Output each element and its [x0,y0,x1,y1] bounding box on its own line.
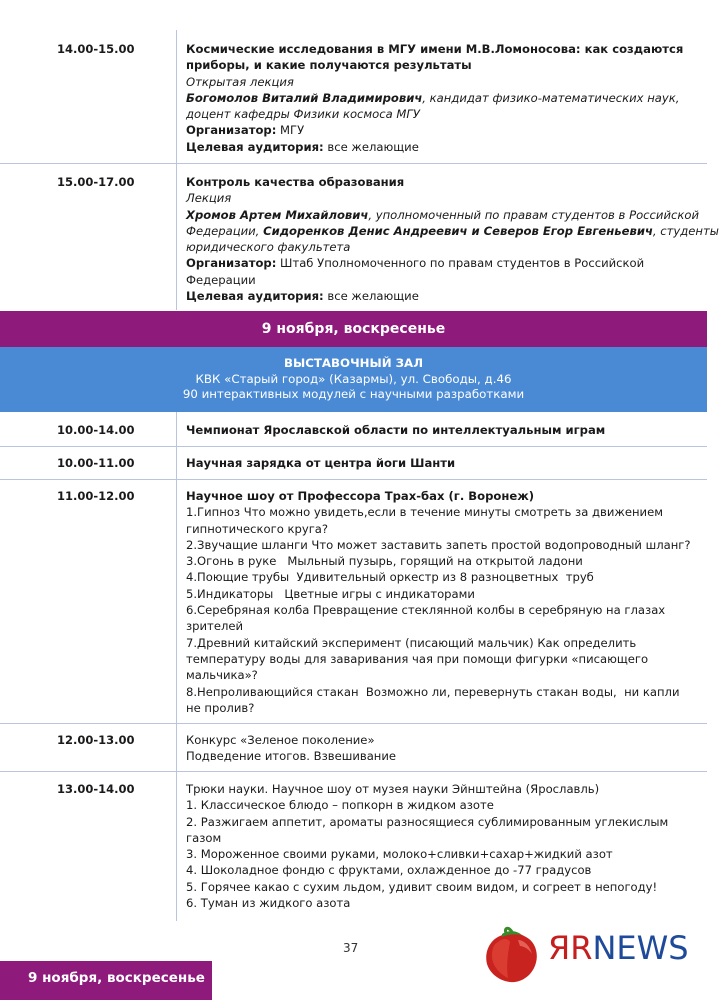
session-time: 14.00-15.00 [57,42,135,56]
description-line [186,488,666,504]
column-divider [176,30,177,163]
pepper-icon [478,926,548,984]
text-run: Подведение итогов. Взвешивание [186,749,397,764]
text-run: Целевая аудитория: [186,139,324,154]
text-run: зрителей [186,619,244,634]
text-run: 8.Непроливающийся стакан Возможно ли, перевернуть стакан воды, ни капли [186,684,680,699]
program-row [0,30,707,164]
text-run: Целевая аудитория: [186,289,324,304]
text-run: температуру воды для заваривания чая при помощи фигурки «писающего [186,651,649,666]
description-line [186,272,666,288]
session-description [186,422,666,438]
text-run: Организатор: [186,256,277,271]
text-run: 5. Горячее какао с сухим льдом, удивит своим видом, и согреет в непогоду! [186,879,658,894]
text-run: 7.Древний китайский эксперимент (писающий мальчик) Как определить [186,635,637,650]
description-line [186,862,666,878]
logo-text [548,929,689,967]
description-line [186,504,666,520]
program-row [0,412,707,447]
column-divider [176,446,177,479]
text-run: Открытая лекция [186,74,294,89]
text-run: Организатор: [186,123,277,138]
text-run: Богомолов Виталий Владимирович [186,90,423,105]
description-line [186,41,684,57]
description-line [186,684,680,700]
text-run: Федерации, [186,223,264,238]
text-run: Сидоренков Денис Андреевич и Северов Егор Евгеньевич [263,223,653,238]
session-description [186,174,719,304]
text-run: 5.Индикаторы Цветные игры с индикаторами [186,586,475,601]
column-divider [176,479,177,723]
text-run: Научная зарядка от центра йоги Шанти [186,456,456,470]
description-line [186,255,666,271]
text-run: Штаб Уполномоченного по правам студентов в Российской [276,256,645,271]
description-line [186,239,666,255]
description-line [186,602,666,618]
session-description [186,781,669,911]
text-run: гипнотического круга? [186,521,329,536]
text-run: Федерации [186,272,256,287]
program-row [0,446,707,480]
column-divider [176,723,177,771]
text-run: 1.Гипноз Что можно увидеть,если в течение минуты смотреть за движением [186,505,663,520]
session-time: 13.00-14.00 [57,782,135,796]
yarnews-logo [478,926,689,984]
day-header: 9 ноября, воскресенье [0,311,707,347]
description-line [186,223,719,239]
text-run: не пролив? [186,700,255,715]
description-line [186,74,666,90]
text-run: мальчика»? [186,668,258,683]
text-run: газом [186,830,222,845]
description-line [186,569,666,585]
text-run: МГУ [276,123,305,138]
text-run: все желающие [323,139,419,154]
session-time: 10.00-14.00 [57,423,135,437]
description-line [186,781,666,797]
text-run: Лекция [186,191,232,206]
session-description [186,455,666,471]
session-description [186,488,691,716]
logo-text-part2: NEWS [592,929,689,967]
text-run: 3.Огонь в руке Мыльный пузырь, горящий на открытой ладони [186,554,583,569]
text-run: Научное шоу от Профессора Трах-бах (г. Воронеж) [186,489,535,503]
description-line [186,57,666,73]
hall-address: КВК «Старый город» (Казармы), ул. Свободы, д.46 [195,371,512,386]
text-run: , уполномоченный по правам студентов в Российской [368,207,699,222]
page-number: 37 [343,941,359,955]
description-line [186,651,666,667]
text-run: 2.Звучащие шланги Что может заставить запеть простой водопроводный шланг? [186,537,691,552]
description-line [186,732,666,748]
logo-text-part1: ЯR [548,929,593,967]
description-line [186,207,699,223]
program-row [0,479,707,724]
description-line [186,521,666,537]
description-line [186,190,666,206]
description-line [186,174,666,190]
session-time: 11.00-12.00 [57,489,135,503]
description-line [186,748,666,764]
column-divider [176,412,177,446]
text-run: 4.Поющие трубы Удивительный оркестр из 8 разноцветных труб [186,570,594,585]
session-time: 12.00-13.00 [57,733,135,747]
description-line [186,537,691,553]
text-run: юридического факультета [186,240,351,255]
program-row [0,771,707,921]
hall-note: 90 интерактивных модулей с научными разработками [182,387,525,401]
hall-title: ВЫСТАВОЧНЫЙ ЗАЛ [284,356,423,370]
description-line [186,455,666,471]
column-divider [176,771,177,921]
text-run: 1. Классическое блюдо – попкорн в жидком азоте [186,798,494,813]
text-run: 6.Серебряная колба Превращение стеклянной колбы в серебряную на глазах [186,603,666,618]
program-row [0,163,719,310]
description-line [186,895,666,911]
text-run: Чемпионат Ярославской области по интеллектуальным играм [186,423,606,437]
description-line [186,553,666,569]
description-line [186,635,666,651]
description-line [186,139,666,155]
text-run: Хромов Артем Михайлович [186,207,369,222]
description-line [186,846,666,862]
session-time: 15.00-17.00 [57,175,135,189]
session-time: 10.00-11.00 [57,456,135,470]
footer-day-tab: 9 ноября, воскресенье [0,961,212,1000]
description-line [186,700,666,716]
text-run: Космические исследования в МГУ имени М.В.Ломоносова: как создаются [186,42,684,56]
description-line [186,814,669,830]
text-run: Конкурс «Зеленое поколение» [186,733,375,747]
text-run: доцент кафедры Физики космоса МГУ [186,107,420,122]
description-line [186,667,666,683]
description-line [186,106,666,122]
description-line [186,586,666,602]
description-line [186,288,666,304]
hall-header [0,347,707,412]
session-description [186,41,684,155]
text-run: Контроль качества образования [186,175,405,189]
description-line [186,797,666,813]
description-line [186,122,666,138]
text-run: 4. Шоколадное фондю с фруктами, охлажденное до -77 градусов [186,863,592,878]
text-run: , кандидат физико-математических наук, [422,90,680,105]
text-run: приборы, и какие получаются результаты [186,58,472,73]
text-run: Трюки науки. Научное шоу от музея науки Эйнштейна (Ярославль) [186,782,600,796]
text-run: все желающие [323,289,419,304]
text-run: 3. Мороженное своими руками, молоко+сливки+сахар+жидкий азот [186,847,613,862]
text-run: 2. Разжигаем аппетит, ароматы разносящиеся сублимированным углекислым [186,814,669,829]
description-line [186,879,666,895]
session-description [186,732,666,765]
description-line [186,422,666,438]
text-run: , студенты [652,223,719,238]
description-line [186,830,666,846]
description-line [186,618,666,634]
program-row [0,723,707,772]
text-run: 6. Туман из жидкого азота [186,896,351,911]
column-divider [176,163,177,310]
description-line [186,90,680,106]
